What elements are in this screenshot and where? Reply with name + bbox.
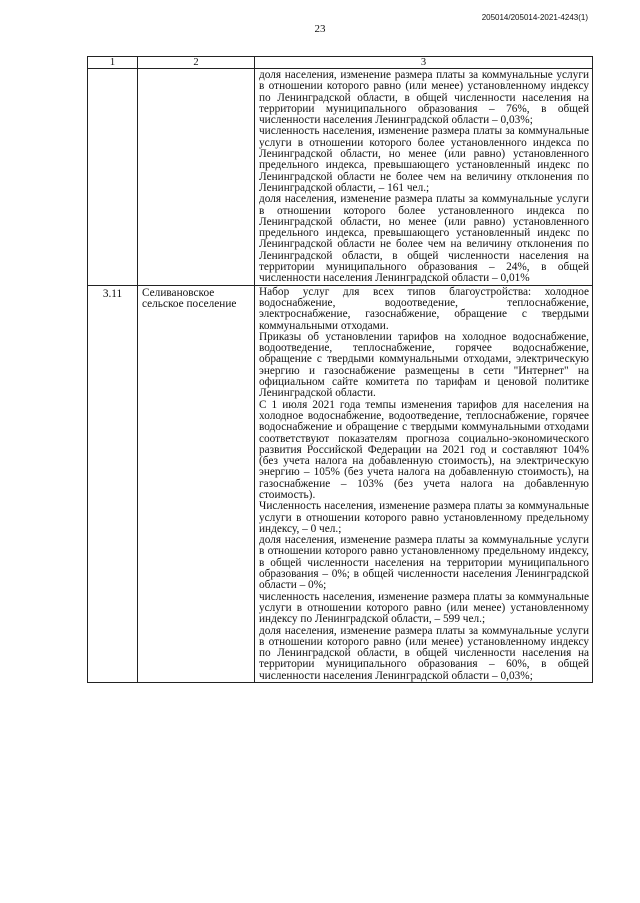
- page-number: 23: [314, 23, 326, 35]
- table-row-continued: [88, 69, 593, 286]
- column-header-2: 2: [138, 57, 255, 69]
- table-row-3-11: [88, 285, 593, 682]
- paragraph: численность населения, изменение размера платы за коммунальные услуги в отношении которого более установленного индекса по Ленинградской области, но менее (или равно) установленного предельного индекса, превышающего установленный индекс по Ленинградской области не более чем на величину отклонения по Ленинградской области, – 161 чел.;: [259, 125, 589, 194]
- paragraph: Численность населения, изменение размера платы за коммунальные услуги в отношении которого равно установленному предельному индексу, – 0 чел.;: [259, 500, 589, 535]
- paragraph: Приказы об установлении тарифов на холодное водоснабжение, водоотведение, теплоснабжение, горячее водоснабжение, обращение с твердыми коммунальными отходами, электрическую энергию и газоснабжение размещены в сети "Интернет" на официальном сайте комитета по тарифам и ценовой политике Ленинградской области.: [259, 330, 589, 400]
- row-name-cell: [138, 285, 255, 682]
- row-number-cell: [88, 69, 138, 286]
- row-number-cell: [88, 285, 138, 682]
- paragraph: С 1 июля 2021 года темпы изменения тарифов для населения на холодное водоснабжение, водоотведение, теплоснабжение, горячее водоснабжение и обращение с твердыми коммунальными отходами соответствуют показателям прогноза социально-экономического развития Российской Федерации на 2021 год и составляют 104% (без учета налога на добавленную стоимость), на электрическую энергию – 105% (без учета налога на добавленную стоимость), на газоснабжение – 103% (без учета налога на добавленную стоимость).: [259, 398, 589, 501]
- paragraph: Набор услуг для всех типов благоустройства: холодное водоснабжение, водоотведение, теплоснабжение, электроснабжение, газоснабжение, обращение с твердыми коммунальными отходами.: [259, 285, 589, 332]
- settlement-name: Селивановское сельское поселение: [142, 286, 237, 311]
- paragraph: доля населения, изменение размера платы за коммунальные услуги в отношении которого более установленного индекса по Ленинградской области, но менее (или равно) установленного предельного индекса, превышающего установленный индекс по Ленинградской области не более чем на величину отклонения по Ленинградской области, в общей численности населения на территории муниципального образования – 24%, в общей численности населения Ленинградской области – 0,01%: [259, 193, 589, 285]
- column-header-3: 3: [255, 57, 593, 69]
- paragraph: доля населения, изменение размера платы за коммунальные услуги в отношении которого равно (или менее) установленному индексу по Ленинградской области, в общей численности населения на территории муниципального образования – 60%, в общей численности населения Ленинградской области – 0,03%;: [259, 624, 589, 682]
- document-code: 205014/205014-2021-4243(1): [481, 13, 588, 22]
- paragraph: численность населения, изменение размера платы за коммунальные услуги в отношении которого равно (или менее) установленному индексу по Ленинградской области, – 599 чел.;: [259, 590, 589, 626]
- table-header-row: [88, 57, 593, 69]
- paragraph: доля населения, изменение размера платы за коммунальные услуги в отношении которого равно установленному предельному индексу, в общей численности населения на территории муниципального образования – 0%; в общей численности населения Ленинградской области – 0%;: [259, 534, 589, 592]
- row-text-cell: [255, 69, 593, 286]
- row-name-cell: [138, 69, 255, 286]
- paragraph: доля населения, изменение размера платы за коммунальные услуги в отношении которого равно (или менее) установленному индексу по Ленинградской области, в общей численности населения на территории муниципального образования – 76%, в общей численности населения Ленинградской области – 0,03%;: [259, 69, 589, 127]
- data-table: [87, 56, 593, 683]
- row-number: 3.11: [102, 287, 123, 300]
- row-text-cell: [255, 285, 593, 682]
- column-header-1: 1: [88, 57, 138, 69]
